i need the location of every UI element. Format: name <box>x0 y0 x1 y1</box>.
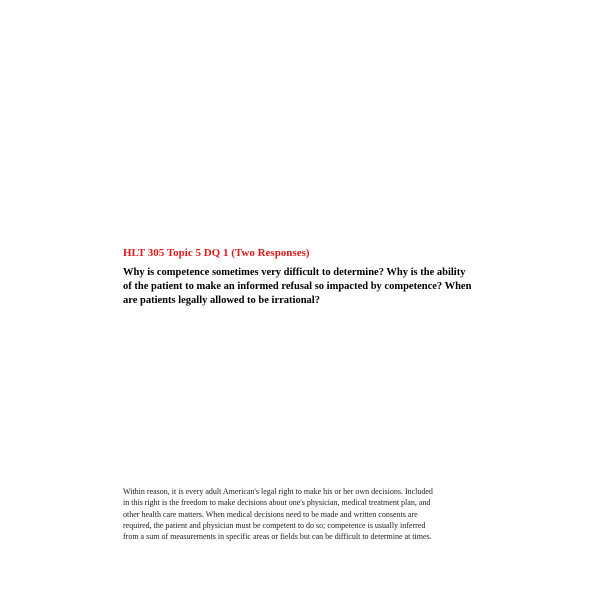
question-line: of the patient to make an informed refusal so impacted by competence? When <box>123 281 472 292</box>
response-line: required, the patient and physician must be competent to do so; competence is usually inferred <box>123 520 426 530</box>
question-line: Why is competence sometimes very difficult to determine? Why is the ability <box>123 267 466 278</box>
response-line: from a sum of measurements in specific areas or fields but can be difficult to determine at times. <box>123 532 432 542</box>
question-line: are patients legally allowed to be irrational? <box>123 295 320 306</box>
response-line: in this right is the freedom to make decisions about one's physician, medical treatment plan, and <box>123 498 431 508</box>
discussion-question <box>123 266 483 308</box>
response-line: Within reason, it is every adult American's legal right to make his or her own decisions. Included <box>123 487 433 496</box>
response-paragraph <box>123 486 483 542</box>
document-title: HLT 305 Topic 5 DQ 1 (Two Responses) <box>123 247 310 259</box>
response-line: other health care matters. When medical decisions need to be made and written consents are <box>123 509 418 519</box>
